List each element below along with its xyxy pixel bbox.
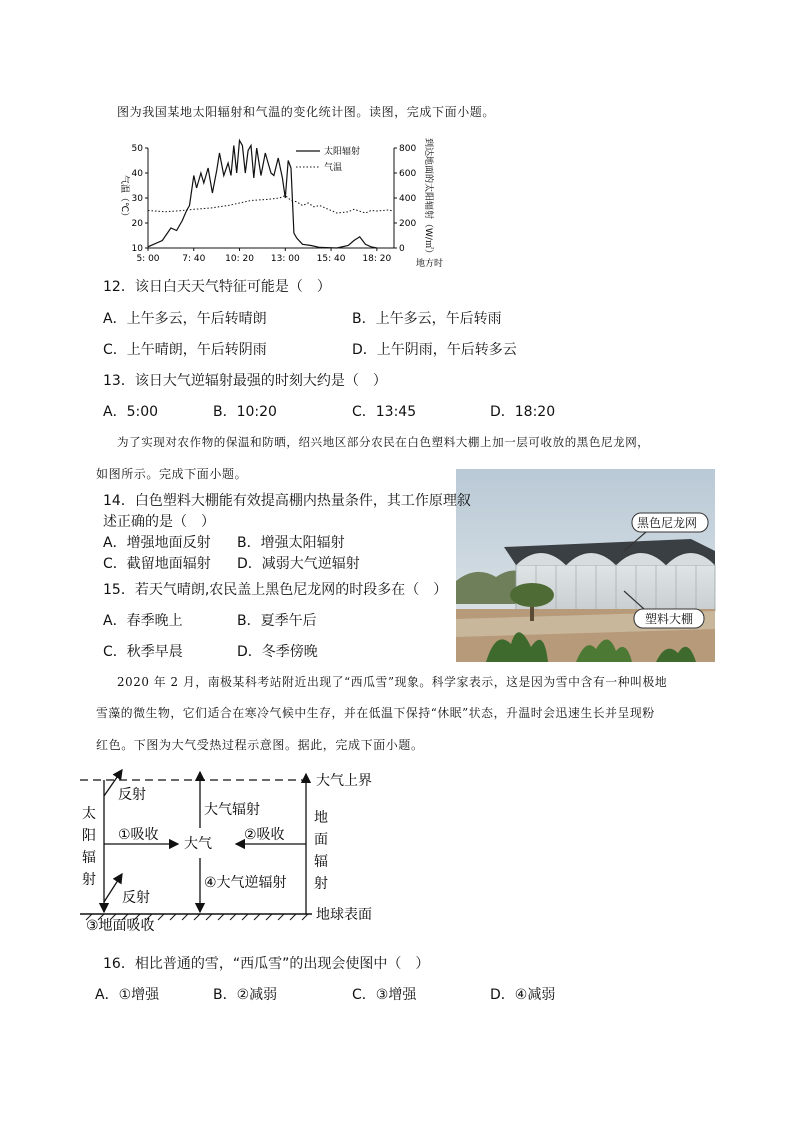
- label-plastic-shed: 塑料大棚: [645, 612, 694, 626]
- q14-stem-line1: 14．白色塑料大棚能有效提高棚内热量条件，其工作原理叙: [103, 493, 471, 509]
- svg-text:辐: 辐: [82, 850, 96, 866]
- q12-option-a[interactable]: A．上午多云，午后转晴朗: [103, 311, 267, 327]
- q15-option-c[interactable]: C．秋季早晨: [103, 644, 183, 660]
- label-absorb2: ②吸收: [244, 827, 285, 843]
- label-black-net: 黑色尼龙网: [637, 516, 698, 530]
- q12-option-c[interactable]: C．上午晴朗，午后转阴雨: [103, 342, 267, 358]
- x-tick-label: 10: 20: [225, 254, 254, 264]
- q12-option-d[interactable]: D．上午阴雨，午后转多云: [352, 342, 517, 358]
- q14-stem-line2: 述正确的是（ ）: [103, 514, 215, 530]
- label-atmosphere: 大气: [184, 836, 212, 852]
- q15-option-a[interactable]: A．春季晚上: [103, 613, 183, 629]
- atmosphere-heating-diagram: [76, 762, 386, 934]
- intro-chart: 图为我国某地太阳辐射和气温的变化统计图。读图，完成下面小题。: [117, 105, 496, 119]
- q14-option-a[interactable]: A．增强地面反射: [103, 535, 211, 551]
- y-tick-label: 30: [131, 194, 143, 204]
- x-tick-label: 7: 40: [182, 254, 206, 264]
- q15-option-b[interactable]: B．夏季午后: [237, 613, 317, 629]
- series-temperature-line: [148, 196, 394, 214]
- y-tick-label: 10: [131, 244, 143, 254]
- y-axis-label: 气温（℃）: [119, 174, 129, 222]
- label-bottom-boundary: 地球表面: [316, 907, 372, 923]
- label-reflect-top: 反射: [118, 787, 146, 803]
- intro-greenhouse-line2: 如图所示。完成下面小题。: [96, 467, 248, 481]
- label-reflect-bottom: 反射: [122, 890, 150, 906]
- q16-option-a[interactable]: A．①增强: [95, 987, 160, 1003]
- intro-snow-line2: 雪藻的微生物，它们适合在寒冷气候中生存，并在低温下保持“休眠”状态，升温时会迅速生长并呈现粉: [96, 706, 655, 720]
- label-atm-radiation: 大气辐射: [204, 802, 260, 818]
- x-tick-label: 5: 00: [136, 254, 160, 264]
- radiation-temperature-chart: [100, 136, 444, 270]
- y2-tick-label: 200: [399, 219, 417, 229]
- y-tick-label: 50: [131, 144, 143, 154]
- x-tick-label: 18: 20: [362, 254, 392, 264]
- legend-radiation: 太阳辐射: [324, 147, 361, 157]
- label-counter-radiation: ④大气逆辐射: [204, 875, 287, 891]
- q13-option-d[interactable]: D．18:20: [490, 404, 556, 420]
- reflect-bottom-arrow: [104, 874, 122, 902]
- q14-option-d[interactable]: D．减弱大气逆辐射: [237, 556, 360, 572]
- q13-option-a[interactable]: A．5:00: [103, 404, 159, 420]
- x-axis-label: 地方时: [416, 259, 444, 269]
- intro-snow-line3: 红色。下图为大气受热过程示意图。据此，完成下面小题。: [96, 738, 424, 752]
- svg-text:地: 地: [314, 810, 328, 826]
- q16-option-b[interactable]: B．②减弱: [213, 987, 278, 1003]
- svg-text:面: 面: [314, 832, 328, 848]
- y2-axis-label: 到达地面的太阳辐射（W/㎡）: [423, 138, 433, 258]
- x-tick-label: 13: 00: [270, 254, 300, 264]
- svg-text:太: 太: [82, 806, 96, 822]
- y2-tick-label: 400: [399, 194, 417, 204]
- greenhouse-photo: [456, 469, 715, 662]
- svg-text:辐: 辐: [314, 854, 328, 870]
- y2-tick-label: 0: [399, 244, 405, 254]
- intro-greenhouse-line1: 为了实现对农作物的保温和防晒，绍兴地区部分农民在白色塑料大棚上加一层可收放的黑色尼龙网，: [117, 435, 650, 449]
- y-tick-label: 20: [131, 219, 143, 229]
- label-ground-absorb: ③地面吸收: [86, 918, 155, 934]
- label-ground-radiation: [314, 809, 328, 892]
- q16-option-c[interactable]: C．③增强: [352, 987, 417, 1003]
- q12-stem: 12．该日白天天气特征可能是（ ）: [103, 279, 331, 295]
- q15-stem: 15．若天气晴朗,农民盖上黑色尼龙网的时段多在（ ）: [103, 582, 448, 598]
- q12-option-b[interactable]: B．上午多云，午后转雨: [352, 311, 502, 327]
- label-solar-radiation: [82, 805, 96, 888]
- y2-tick-label: 800: [399, 144, 417, 154]
- q13-option-c[interactable]: C．13:45: [352, 404, 417, 420]
- q14-option-c[interactable]: C．截留地面辐射: [103, 556, 211, 572]
- y2-tick-label: 600: [399, 169, 417, 179]
- svg-text:射: 射: [82, 872, 96, 888]
- x-tick-label: 15: 40: [316, 254, 346, 264]
- q13-option-b[interactable]: B．10:20: [213, 404, 277, 420]
- y-tick-label: 40: [131, 169, 143, 179]
- q15-option-d[interactable]: D．冬季傍晚: [237, 644, 318, 660]
- intro-snow-line1: 2020 年 2 月，南极某科考站附近出现了“西瓜雪”现象。科学家表示，这是因为雪中含有一种叫极地: [117, 675, 668, 689]
- q14-option-b[interactable]: B．增强太阳辐射: [237, 535, 345, 551]
- q16-stem: 16．相比普通的雪，“西瓜雪”的出现会使图中（ ）: [103, 956, 430, 972]
- q13-stem: 13．该日大气逆辐射最强的时刻大约是（ ）: [103, 373, 387, 389]
- svg-text:阳: 阳: [82, 828, 96, 844]
- label-top-boundary: 大气上界: [316, 773, 372, 789]
- q16-option-d[interactable]: D．④减弱: [490, 987, 556, 1003]
- svg-text:射: 射: [314, 876, 328, 892]
- legend-temperature: 气温: [324, 163, 343, 173]
- label-absorb1: ①吸收: [118, 827, 159, 843]
